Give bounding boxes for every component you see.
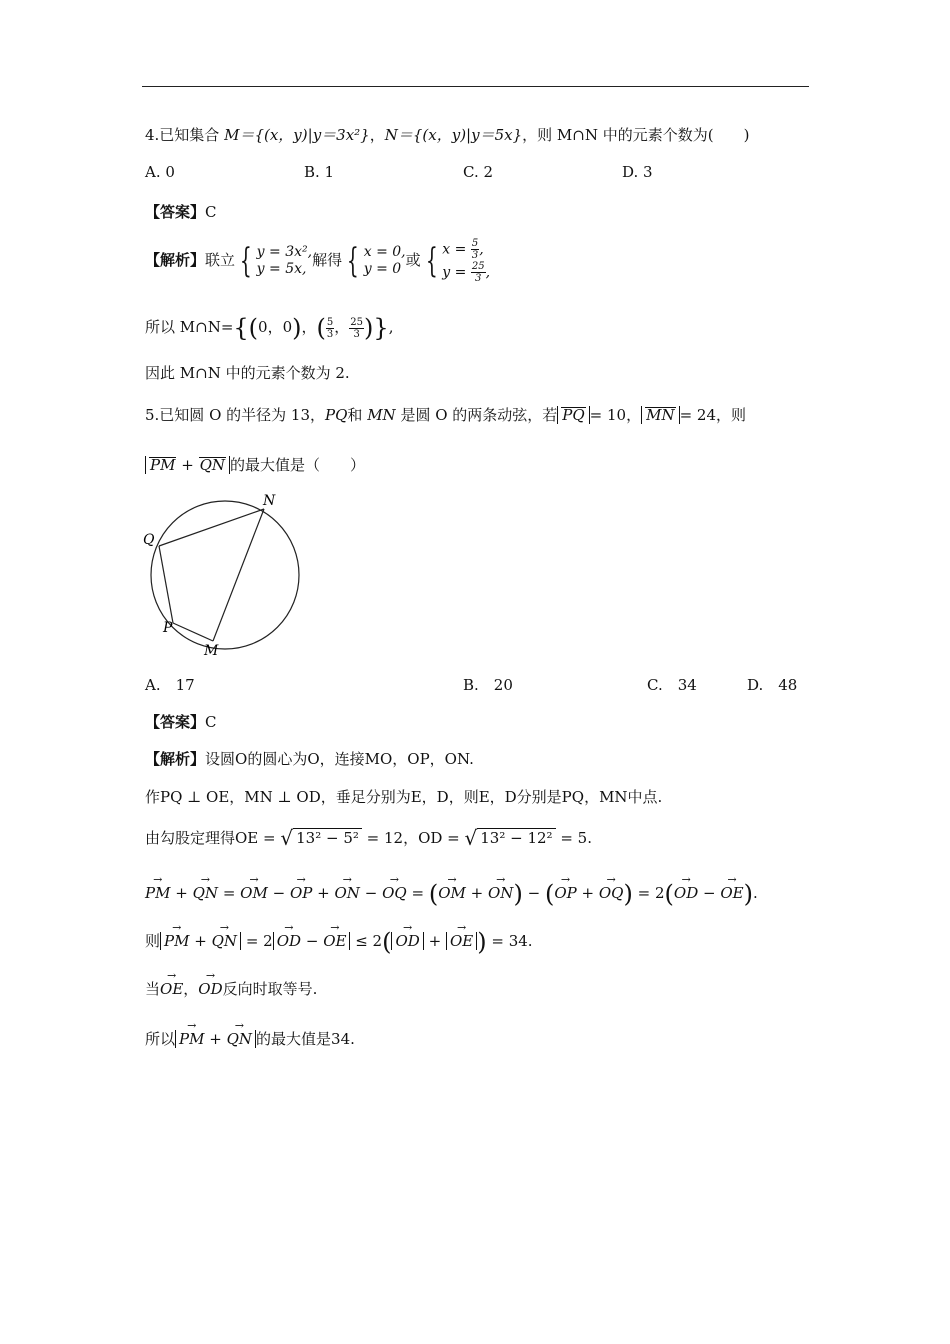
vec-mn: MN — [646, 406, 675, 424]
plus: + — [317, 884, 330, 902]
paren-open: ( — [382, 928, 392, 956]
abs-diff — [273, 932, 351, 950]
q5-analysis-label: 【解析】 — [145, 750, 206, 768]
plus: + — [181, 456, 194, 474]
abs-sum — [175, 1030, 256, 1048]
paren-close: ) — [623, 880, 633, 908]
header-rule — [142, 86, 809, 87]
paren-close: ) — [477, 928, 487, 956]
q5-answer — [145, 711, 217, 732]
q5-option-a: A. 17 — [145, 676, 195, 694]
plus: + — [175, 884, 188, 902]
minus: − — [272, 884, 286, 902]
vec-oq: → OQ — [382, 884, 407, 902]
eq: = — [637, 884, 651, 902]
q5-circle-figure — [140, 490, 310, 660]
label-n: N — [263, 493, 276, 509]
q5-eq24: = 24，则 — [679, 406, 747, 424]
q5-stem-c: 的最大值是（ ） — [230, 456, 366, 474]
q5-stem-b: 是圆 O 的两条动弦，若 — [395, 406, 558, 424]
vec-oe: → OE — [720, 884, 743, 902]
q4-brace-3: { — [425, 241, 438, 281]
paren-open: ( — [248, 314, 259, 342]
frac-num: 5 — [326, 316, 334, 328]
q5-a3-mid: = 12，OD = — [361, 829, 465, 847]
q5-pq: PQ — [325, 406, 348, 424]
q5-analysis-line4 — [145, 880, 758, 908]
paren-open: ( — [316, 314, 326, 342]
vec-pq: PQ — [562, 406, 585, 424]
q4-system-2 — [364, 244, 406, 278]
minus: − — [703, 884, 716, 902]
q5-and: 和 — [347, 406, 368, 424]
q5-a4-mid: = 2 — [245, 932, 273, 950]
q4-system-3-y: y = — [442, 264, 471, 281]
eq: = — [411, 884, 425, 902]
q5-option-b: B. 20 — [463, 676, 513, 694]
paren-close: ) — [513, 880, 523, 908]
q5-analysis-line6 — [145, 978, 317, 999]
q4-analysis-label: 【解析】 — [145, 251, 206, 269]
sqrt-inner: 13² − 5² — [293, 828, 362, 847]
q4-or-text: 或 — [405, 251, 421, 269]
q4-line2-prefix: 所以 M∩N= — [145, 318, 234, 336]
q5-analysis-line5 — [145, 928, 533, 956]
label-m: M — [204, 643, 219, 659]
chord-pm — [173, 623, 213, 641]
q4-brace-2: { — [346, 241, 359, 281]
abs-sum — [160, 932, 241, 950]
q4-system-1 — [257, 244, 312, 278]
vec-on: → ON — [488, 884, 513, 902]
abs-oe — [446, 932, 477, 950]
q5-analysis-line1 — [145, 748, 474, 769]
frac-den: 3 — [326, 328, 334, 340]
q5-a4-le: ≤ 2 — [355, 932, 383, 950]
paren-open: ( — [664, 880, 674, 908]
q4-stem-prefix: 4.已知集合 — [145, 126, 225, 144]
q4-brace-1: { — [239, 241, 252, 281]
q5-a3-pre: 由勾股定理得OE = — [145, 829, 281, 847]
q4-point-2-y — [349, 317, 364, 340]
q5-a6-end: 的最大值是34. — [256, 1030, 355, 1048]
q5-stem-a: 5.已知圆 O 的半径为 13， — [145, 406, 326, 424]
vec-qn: → QN — [212, 932, 237, 950]
chord-qn — [159, 509, 264, 546]
vec-od: → OD — [198, 980, 222, 998]
q4-system-2-eq1: x = 0, — [363, 244, 406, 260]
q4-analysis-line1 — [145, 238, 490, 284]
q4-analysis-lead: 联立 — [205, 251, 236, 269]
q4-frac-5-3 — [471, 238, 479, 261]
vec-od: → OD — [395, 932, 419, 950]
paren-close: ) — [292, 314, 302, 342]
plus: + — [428, 932, 442, 950]
paren-open: ( — [428, 880, 439, 908]
q4-analysis-line3: 因此 M∩N 中的元素个数为 2. — [145, 364, 350, 382]
q4-set-n: N＝{(x，y)|y＝5x} — [384, 126, 523, 144]
eq: = — [222, 884, 236, 902]
frac-den: 3 — [471, 250, 479, 261]
label-q: Q — [143, 532, 155, 548]
brace-open: { — [233, 314, 249, 342]
vec-on: → ON — [335, 884, 360, 902]
q5-analysis-line2: 作PQ ⊥ OE，MN ⊥ OD，垂足分别为E，D，则E，D分别是PQ，MN中点. — [145, 788, 663, 806]
q4-solve-text: 解得 — [312, 251, 343, 269]
vec-qn: → QN — [227, 1030, 252, 1048]
vec-om: → OM — [438, 884, 466, 902]
two: 2 — [654, 884, 665, 902]
minus: − — [305, 932, 319, 950]
minus: − — [364, 884, 378, 902]
vec-op: → OP — [290, 884, 312, 902]
vec-qn: QN — [199, 456, 226, 474]
frac-num: 25 — [471, 261, 485, 272]
q4-option-c: C. 2 — [463, 163, 494, 181]
q5-a5-pre: 当 — [145, 980, 161, 998]
q4-system-3-x: x = — [442, 241, 471, 258]
q4-option-a: A. 0 — [145, 163, 175, 181]
vec-pm: → PM — [164, 932, 189, 950]
minus: − — [527, 884, 541, 902]
q5-sqrt-1: √ 13² − 5² — [280, 826, 362, 850]
q4-stem-suffix: ，则 M∩N 中的元素个数为( ) — [522, 126, 750, 144]
vec-qn: → QN — [193, 884, 218, 902]
paren-close: ) — [743, 880, 753, 908]
q4-option-b: B. 1 — [304, 163, 335, 181]
q5-analysis-line3 — [145, 826, 592, 850]
q4-system-1-eq2: y = 5x, — [256, 261, 307, 277]
q4-answer — [145, 201, 217, 222]
q5-a1: 设圆O的圆心为O，连接MO，OP，ON. — [205, 750, 474, 768]
q5-a4-end: = 34. — [491, 932, 533, 950]
q5-eq10: = 10， — [589, 406, 642, 424]
q5-a5-mid: ， — [183, 980, 199, 998]
q4-answer-value: C — [205, 203, 217, 221]
chord-mn — [213, 509, 264, 641]
frac-num: 25 — [350, 316, 364, 328]
plus: + — [209, 1030, 222, 1048]
vec-oe: → OE — [160, 980, 183, 998]
brace-close: } — [373, 314, 389, 342]
q5-abs-pq — [557, 406, 589, 424]
q4-option-d: D. 3 — [622, 163, 653, 181]
q5-analysis-line7 — [145, 1028, 355, 1049]
abs-od — [391, 932, 423, 950]
q4-set-m: M＝{(x，y)|y＝3x²} — [224, 126, 370, 144]
plus: + — [194, 932, 207, 950]
label-p: P — [163, 620, 173, 636]
sqrt-inner: 13² − 12² — [477, 828, 555, 847]
q5-abs-sum — [145, 456, 230, 474]
frac-den: 3 — [475, 273, 482, 284]
paren-close: ) — [364, 314, 374, 342]
plus: + — [581, 884, 595, 902]
q5-stem-line2 — [145, 454, 365, 475]
q4-analysis-line2: 所以 M∩N={(0，0)，( $\frac{5}{3}$ ， $\frac{25}{3}$ )}, — [145, 314, 394, 342]
vec-pm: → PM — [145, 884, 170, 902]
q5-abs-mn — [641, 406, 679, 424]
q5-stem-line1 — [145, 404, 746, 425]
vec-op: → OP — [554, 884, 576, 902]
period: . — [753, 884, 758, 902]
q5-sqrt-2: √ 13² − 12² — [465, 826, 556, 850]
paren-open: ( — [544, 880, 555, 908]
vec-od: → OD — [674, 884, 698, 902]
plus: + — [470, 884, 484, 902]
q5-answer-label: 【答案】 — [145, 713, 206, 731]
q4-system-1-eq1: y = 3x², — [256, 244, 313, 260]
q5-option-d: D. 48 — [747, 676, 798, 694]
q5-option-c: C. 34 — [647, 676, 697, 694]
vec-oe: → OE — [323, 932, 346, 950]
vec-oq: → OQ — [599, 884, 624, 902]
q5-a6-pre: 所以 — [145, 1030, 176, 1048]
q4-system-2-eq2: y = 0 — [363, 261, 402, 277]
q5-mn: MN — [367, 406, 396, 424]
q5-a3-end: = 5. — [555, 829, 592, 847]
vec-om: → OM — [240, 884, 268, 902]
q4-system-3: x = $\frac{5}{3}$ , y = $\frac{25}{3}$ , — [442, 238, 491, 284]
q4-point-2-x — [326, 317, 334, 340]
vec-od: → OD — [277, 932, 301, 950]
q4-point-1: 0，0 — [258, 318, 293, 336]
q5-a5-end: 反向时取等号. — [222, 980, 318, 998]
vec-pm: PM — [150, 456, 176, 474]
q4-sep: ， — [369, 126, 385, 144]
q4-stem — [145, 124, 749, 145]
q5-a4-pre: 则 — [145, 932, 161, 950]
q4-answer-label: 【答案】 — [145, 203, 206, 221]
frac-den: 3 — [353, 328, 360, 340]
vec-oe: → OE — [450, 932, 473, 950]
q4-frac-25-3 — [471, 261, 486, 284]
q5-answer-value: C — [205, 713, 217, 731]
vec-pm: → PM — [179, 1030, 204, 1048]
frac-num: 5 — [471, 238, 479, 249]
